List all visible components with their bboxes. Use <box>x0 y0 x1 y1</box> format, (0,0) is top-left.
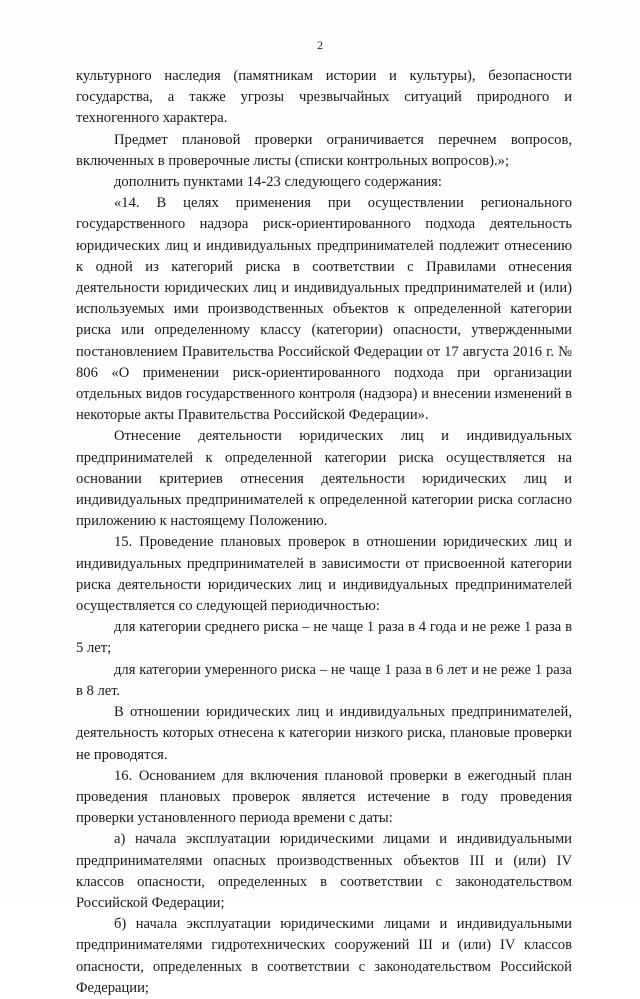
page-number: 2 <box>317 38 323 52</box>
paragraph-moderate-risk: для категории умеренного риска – не чаще 1 раза в 6 лет и не реже 1 раза в 8 лет. <box>76 661 572 699</box>
paragraph-item-15: 15. Проведение плановых проверок в отношении юридических лиц и индивидуальных предпринимателей в зависимости от присвоенной категории риска деятельности юридических лиц и индивидуальных предпринимателей осуществляется со следующей периодичностью: <box>76 534 572 615</box>
paragraph-low-risk: В отношении юридических лиц и индивидуальных предпринимателей, деятельность которых отнесена к категории низкого риска, плановые проверки не проводятся. <box>76 704 572 763</box>
paragraph-item-14: «14. В целях применения при осуществлении регионального государственного надзора риск-ориентированного подхода деятельность юридических лиц и индивидуальных предпринимателей подлежит отнесению к одной из категорий риска в соответствии с Правилами отнесения деятельности юридических лиц и индивидуальных предпринимателей и (или) используемых ими производственных объектов к определенной категории риска или определенному классу (категории) опасности, утвержденными постановлением Правительства Российской Федерации от 17 августа 2016 г. № 806 «О применении риск-ориентированного подхода при организации отдельных видов государственного контроля (надзора) и внесении изменений в некоторые акты Правительства Российской Федерации». <box>76 195 572 424</box>
paragraph-continuation: культурного наследия (памятникам истории и культуры), безопасности государства, а также угрозы чрезвычайных ситуаций природного и техногенного характера. <box>76 68 572 127</box>
paragraph-risk-assignment: Отнесение деятельности юридических лиц и индивидуальных предпринимателей к определенной категории риска осуществляется на основании критериев отнесения деятельности юридических лиц и индивидуальных предпринимателей к определенной категории риска согласно приложению к настоящему Положению. <box>76 428 572 530</box>
paragraph-amendment-intro: дополнить пунктами 14-23 следующего содержания: <box>114 174 442 191</box>
paragraph-subitem-b: б) начала эксплуатации юридическими лицами и индивидуальными предпринимателями гидротехнических сооружений III и (или) IV классов опасности, определенных в соответствии с законодательством Российской Федерации; <box>76 916 572 996</box>
paragraph-subitem-a: а) начала эксплуатации юридическими лицами и индивидуальными предпринимателями опасных производственных объектов III и (или) IV классов опасности, определенных в соответствии с законодательством Российской Федерации; <box>76 831 572 911</box>
paragraph-medium-risk: для категории среднего риска – не чаще 1 раза в 4 года и не реже 1 раза в 5 лет; <box>76 619 572 657</box>
paragraph-item-16: 16. Основанием для включения плановой проверки в ежегодный план проведения плановых проверок является истечение в году проведения проверки установленного периода времени с даты: <box>76 767 572 827</box>
document-body <box>76 66 572 999</box>
paragraph-subject-limits: Предмет плановой проверки ограничивается перечнем вопросов, включенных в проверочные листы (списки контрольных вопросов).»; <box>76 131 572 169</box>
